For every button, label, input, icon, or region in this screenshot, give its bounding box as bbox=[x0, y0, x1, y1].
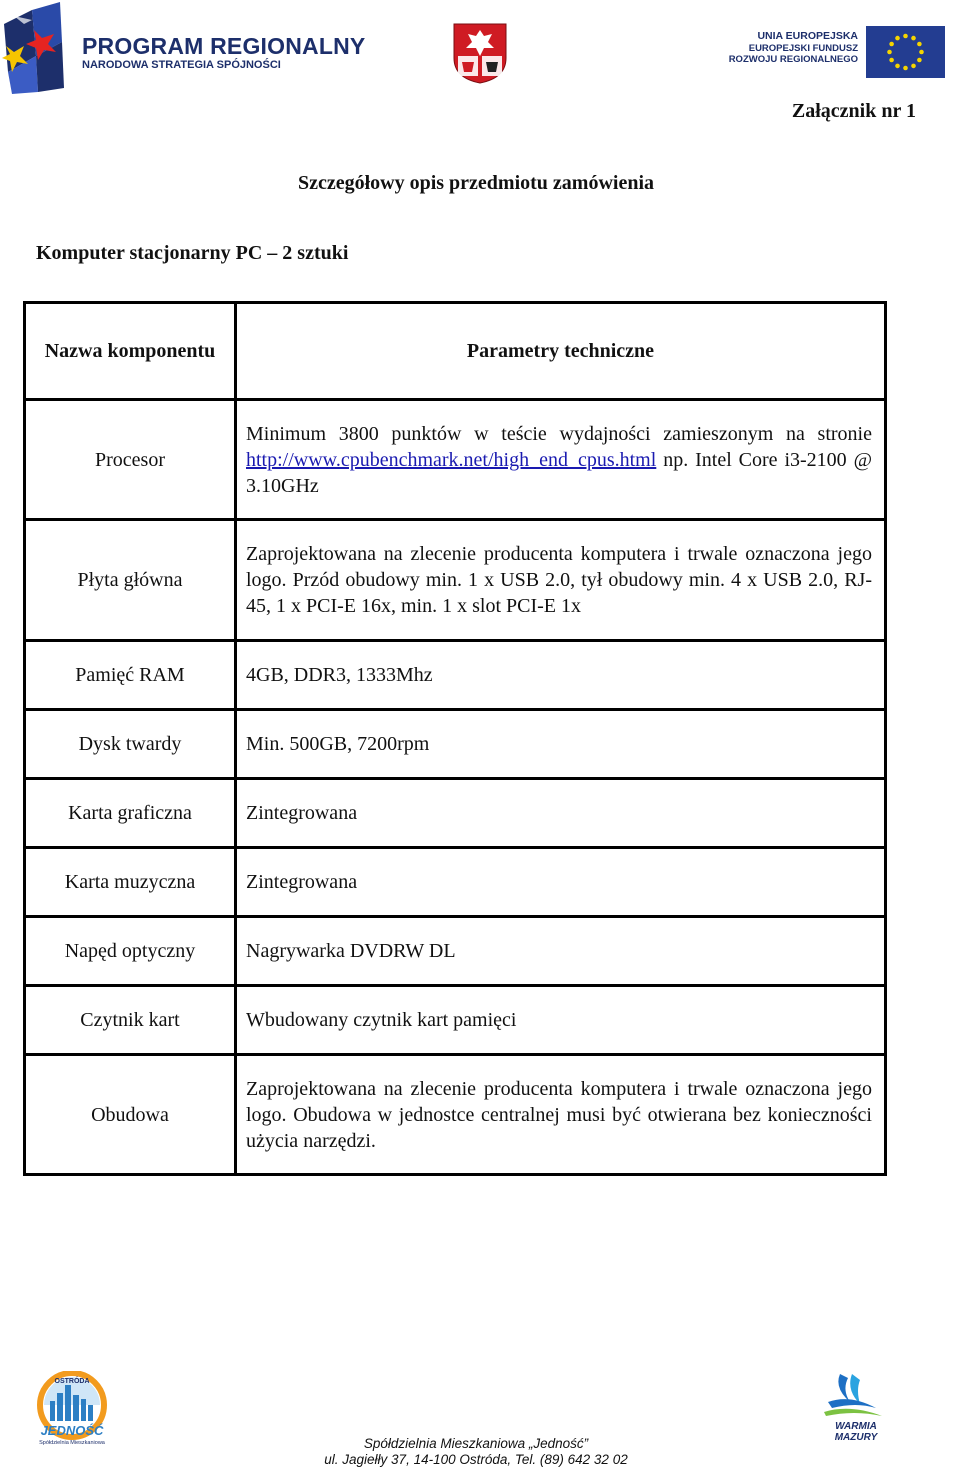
row-value bbox=[236, 400, 886, 520]
row-value: Min. 500GB, 7200rpm bbox=[236, 710, 886, 779]
order-subject: Komputer stacjonarny PC – 2 sztuki bbox=[36, 242, 349, 264]
program-title: PROGRAM REGIONALNY bbox=[82, 33, 366, 59]
row-value: Zintegrowana bbox=[236, 779, 886, 848]
program-regionalny-logo bbox=[2, 2, 66, 94]
table-row bbox=[25, 917, 886, 986]
page-footer bbox=[0, 1436, 952, 1468]
table-row bbox=[25, 848, 886, 917]
row-name: Karta graficzna bbox=[25, 779, 236, 848]
jednosc-logo-name: JEDNOŚĆ bbox=[40, 1423, 104, 1438]
warmia-mazury-logo bbox=[820, 1368, 892, 1444]
footer-org-name: Spółdzielnia Mieszkaniowa „Jedność” bbox=[363, 1436, 589, 1451]
jednosc-logo-top: OSTRÓDA bbox=[54, 1378, 90, 1385]
page-header bbox=[0, 0, 960, 100]
row-name: Napęd optyczny bbox=[25, 917, 236, 986]
row-value: Zintegrowana bbox=[236, 848, 886, 917]
wm-logo-line2: MAZURY bbox=[834, 1432, 878, 1443]
table-row bbox=[25, 779, 886, 848]
row-value: Wbudowany czytnik kart pamięci bbox=[236, 986, 886, 1055]
eu-flag-icon bbox=[866, 26, 945, 78]
row-name: Dysk twardy bbox=[25, 710, 236, 779]
table-row bbox=[25, 641, 886, 710]
eu-fund-wordmark bbox=[725, 30, 858, 65]
row-value: 4GB, DDR3, 1333Mhz bbox=[236, 641, 886, 710]
row-name: Czytnik kart bbox=[25, 986, 236, 1055]
table-row bbox=[25, 710, 886, 779]
row-name: Obudowa bbox=[25, 1055, 236, 1175]
eu-line2: EUROPEJSKI FUNDUSZ bbox=[748, 43, 858, 54]
table-row bbox=[25, 520, 886, 641]
header-parameters: Parametry techniczne bbox=[236, 303, 886, 400]
table-header-row bbox=[25, 303, 886, 400]
eu-line1: UNIA EUROPEJSKA bbox=[757, 30, 858, 42]
row-value: Zaprojektowana na zlecenie producenta komputera i trwale oznaczona jego logo. Przód obudowy min. 1 x USB 2.0, tył obudowy min. 4 x USB 2.0, RJ-45, 1 x PCI-E 16x, min. 1 x slot PCI-E 1x bbox=[236, 520, 886, 641]
wm-logo-line1: WARMIA bbox=[835, 1421, 877, 1432]
row-name: Płyta główna bbox=[25, 520, 236, 641]
spec-table bbox=[23, 301, 887, 1176]
row-value: Zaprojektowana na zlecenie producenta komputera i trwale oznaczona jego logo. Obudowa w jednostce centralnej musi być otwierana bez konieczności użycia narzędzi. bbox=[236, 1055, 886, 1175]
program-regionalny-wordmark bbox=[82, 34, 365, 72]
row-name: Procesor bbox=[25, 400, 236, 520]
row-name: Pamięć RAM bbox=[25, 641, 236, 710]
program-subtitle: NARODOWA STRATEGIA SPÓJNOŚCI bbox=[82, 59, 281, 71]
table-row bbox=[25, 986, 886, 1055]
row-value: Nagrywarka DVDRW DL bbox=[236, 917, 886, 986]
annex-label: Załącznik nr 1 bbox=[791, 100, 916, 122]
footer-address: ul. Jagiełły 37, 14-100 Ostróda, Tel. (89) 642 32 02 bbox=[324, 1452, 628, 1467]
eu-line3: ROZWOJU REGIONALNEGO bbox=[728, 54, 858, 65]
processor-text-1: Minimum 3800 punktów w teście wydajności zamieszonym na stronie bbox=[246, 422, 872, 445]
header-component: Nazwa komponentu bbox=[25, 303, 236, 400]
voivodeship-crest-icon bbox=[452, 22, 508, 84]
cpubenchmark-link[interactable]: http://www.cpubenchmark.net/high_end_cpus.html bbox=[246, 448, 657, 471]
row-name: Karta muzyczna bbox=[25, 848, 236, 917]
processor-text-2: np. Intel Core i3-2100 @ 3.10GHz bbox=[246, 448, 872, 497]
table-row bbox=[25, 400, 886, 520]
document-title: Szczegółowy opis przedmiotu zamówienia bbox=[297, 172, 655, 194]
jednosc-logo-sub: Spółdzielnia Mieszkaniowa bbox=[39, 1440, 105, 1446]
table-row bbox=[25, 1055, 886, 1175]
